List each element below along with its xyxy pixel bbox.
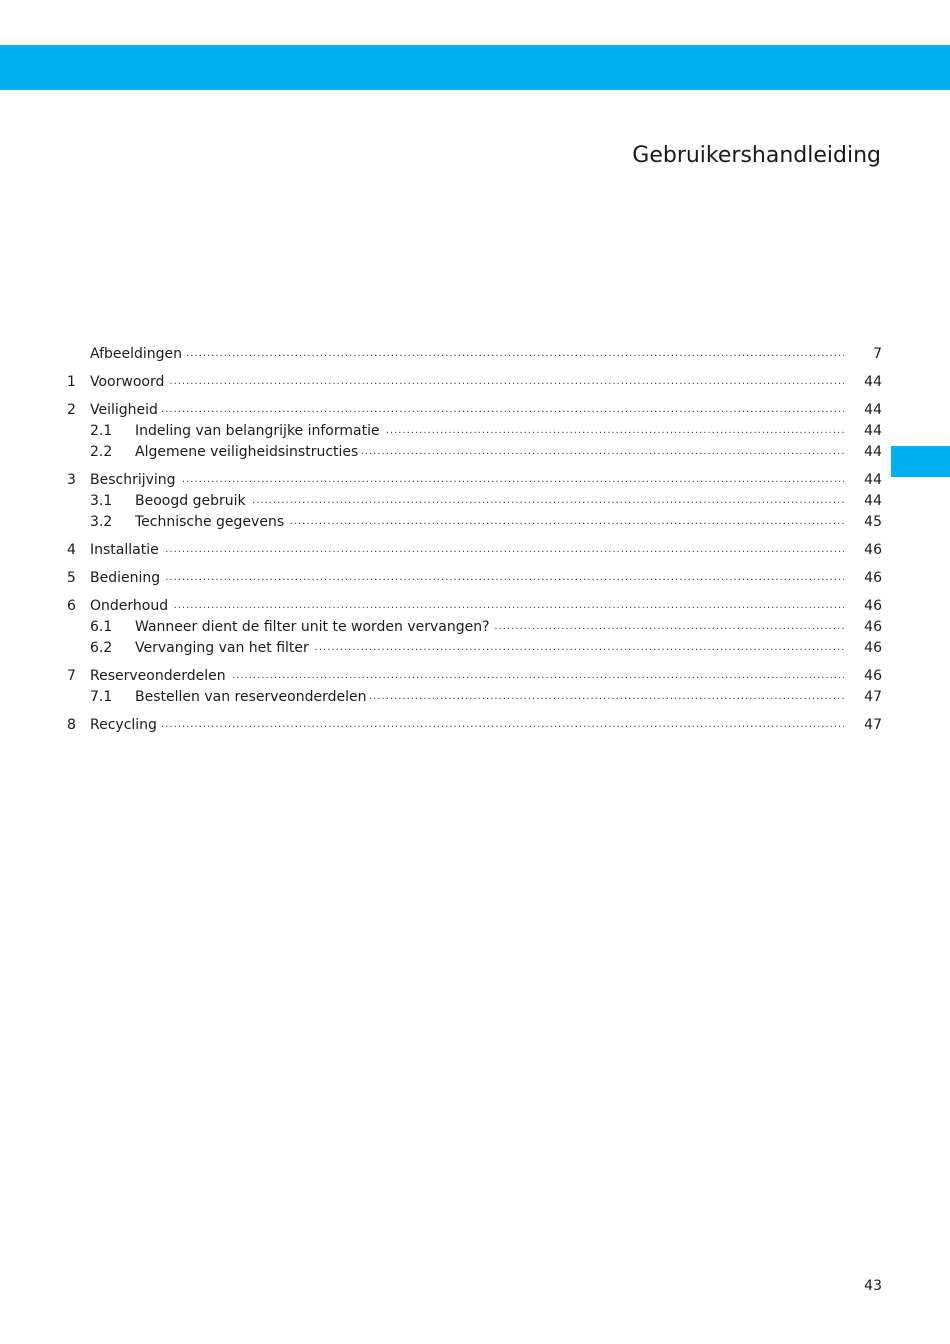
- toc-entry[interactable]: [64, 568, 882, 589]
- page-number: 43: [864, 1278, 882, 1294]
- toc-entry[interactable]: [64, 666, 882, 687]
- toc-entry-number: 2.1: [90, 423, 113, 439]
- toc-entry-page: 44: [864, 402, 882, 418]
- toc-entry-number: 6.2: [90, 640, 113, 656]
- toc-entry-label: Voorwoord: [90, 374, 168, 390]
- toc-entry[interactable]: [64, 344, 882, 365]
- toc-entry-number: 7.1: [90, 689, 113, 705]
- toc-entry[interactable]: [64, 470, 882, 491]
- toc-entry-leader: [135, 442, 844, 463]
- toc-entry-page: 47: [864, 717, 882, 733]
- toc-entry-leader: [135, 687, 844, 708]
- toc-subentry[interactable]: [64, 617, 882, 638]
- toc-entry-page: 46: [864, 542, 882, 558]
- toc-entry-label: Vervanging van het filter: [135, 640, 313, 656]
- toc-entry[interactable]: [64, 400, 882, 421]
- toc-entry-number: 7: [67, 668, 76, 684]
- toc-entry-label: Bediening: [90, 570, 164, 586]
- toc-entry[interactable]: [64, 540, 882, 561]
- toc-entry[interactable]: [64, 715, 882, 736]
- section-tab-marker: [891, 446, 950, 477]
- toc-entry-label: Indeling van belangrijke informatie: [135, 423, 384, 439]
- toc-entry-page: 46: [864, 570, 882, 586]
- toc-entry-label: Beschrijving: [90, 472, 180, 488]
- toc-entry-leader: [90, 372, 844, 393]
- toc-entry-leader: [135, 491, 844, 512]
- toc-entry-label: Wanneer dient de filter unit te worden vervangen?: [135, 619, 494, 635]
- toc-entry-label: Reserveonderdelen: [90, 668, 230, 684]
- toc-entry-number: 3.1: [90, 493, 113, 509]
- toc-entry-number: 4: [67, 542, 76, 558]
- toc-entry-page: 44: [864, 472, 882, 488]
- toc-entry-label: Algemene veiligheidsinstructies: [135, 444, 362, 460]
- toc-entry-page: 46: [864, 619, 882, 635]
- toc-entry-leader: [135, 638, 844, 659]
- toc-entry-number: 3.2: [90, 514, 113, 530]
- document-title: Gebruikershandleiding: [632, 143, 881, 168]
- toc-entry-leader: [135, 421, 844, 442]
- toc-entry-number: 1: [67, 374, 76, 390]
- toc-entry-leader: [90, 568, 844, 589]
- toc-entry-label: Recycling: [90, 717, 161, 733]
- toc-entry-number: 6.1: [90, 619, 113, 635]
- toc-subentry[interactable]: [64, 512, 882, 533]
- toc-entry-number: 2: [67, 402, 76, 418]
- toc-entry-leader: [90, 540, 844, 561]
- toc-entry-number: 3: [67, 472, 76, 488]
- toc-entry-leader: [135, 512, 844, 533]
- toc-entry-label: Onderhoud: [90, 598, 172, 614]
- toc-entry-page: 44: [864, 444, 882, 460]
- toc-entry-page: 46: [864, 598, 882, 614]
- toc-entry-label: Bestellen van reserveonderdelen: [135, 689, 370, 705]
- toc-entry-page: 7: [873, 346, 882, 362]
- toc-entry-label: Installatie: [90, 542, 163, 558]
- toc-entry-page: 46: [864, 668, 882, 684]
- toc-entry[interactable]: [64, 596, 882, 617]
- toc-subentry[interactable]: [64, 638, 882, 659]
- toc-entry-page: 44: [864, 493, 882, 509]
- toc-subentry[interactable]: [64, 421, 882, 442]
- toc-entry-leader: [90, 666, 844, 687]
- toc-subentry[interactable]: [64, 491, 882, 512]
- toc-entry-number: 6: [67, 598, 76, 614]
- toc-entry-leader: [135, 617, 844, 638]
- toc-subentry[interactable]: [64, 442, 882, 463]
- toc-entry-label: Afbeeldingen: [90, 346, 186, 362]
- toc-entry-label: Beoogd gebruik: [135, 493, 250, 509]
- toc-entry-page: 46: [864, 640, 882, 656]
- toc-entry-page: 45: [864, 514, 882, 530]
- table-of-contents: [64, 344, 882, 736]
- toc-entry-page: 47: [864, 689, 882, 705]
- toc-entry-number: 5: [67, 570, 76, 586]
- toc-entry-leader: [90, 470, 844, 491]
- toc-entry-leader: [90, 715, 844, 736]
- toc-subentry[interactable]: [64, 687, 882, 708]
- toc-entry[interactable]: [64, 372, 882, 393]
- toc-entry-leader: [90, 596, 844, 617]
- toc-entry-page: 44: [864, 374, 882, 390]
- toc-entry-page: 44: [864, 423, 882, 439]
- header-color-bar: [0, 45, 950, 90]
- toc-entry-number: 2.2: [90, 444, 113, 460]
- toc-entry-number: 8: [67, 717, 76, 733]
- toc-entry-leader: [90, 344, 844, 365]
- toc-entry-label: Technische gegevens: [135, 514, 288, 530]
- toc-entry-leader: [90, 400, 844, 421]
- toc-entry-label: Veiligheid: [90, 402, 162, 418]
